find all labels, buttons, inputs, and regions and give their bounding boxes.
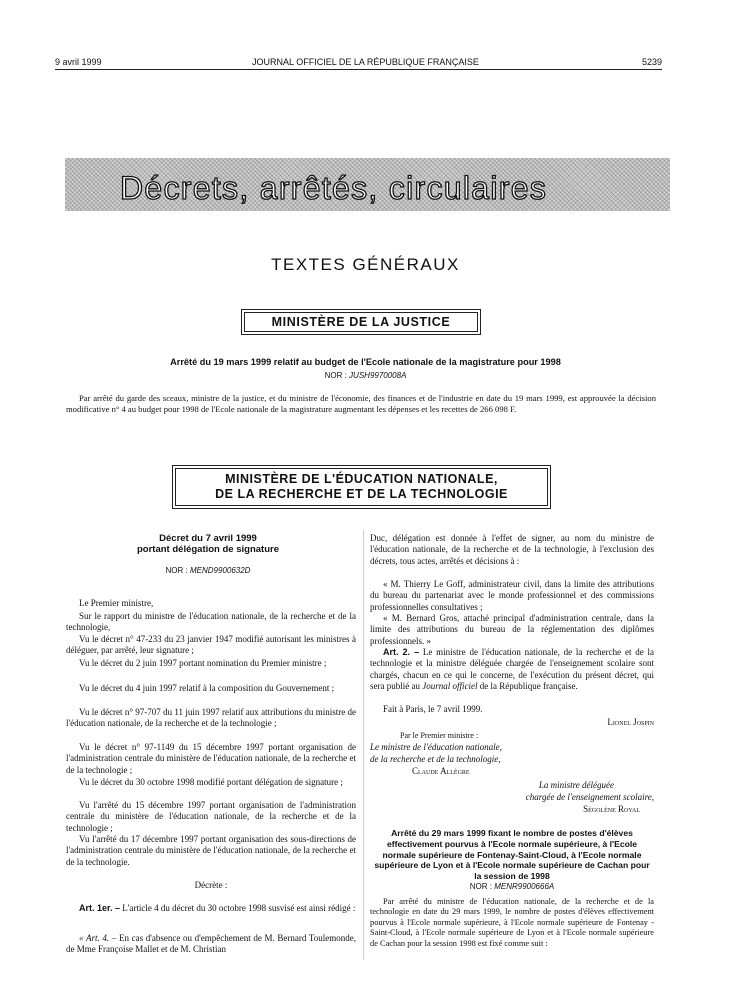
section-title: TEXTES GÉNÉRAUX	[271, 255, 460, 274]
minister-title-line2: de la recherche et de la technologie,	[370, 754, 501, 764]
deleguee-title-line2: chargée de l'enseignement scolaire,	[525, 792, 654, 802]
decree-paragraph: Vu le décret du 4 juin 1997 relatif à la composition du Gouvernement ;	[79, 683, 335, 693]
nor-reference	[370, 882, 654, 891]
decree-paragraph: Le Premier ministre,	[79, 598, 154, 608]
document-title: Arrêté du 19 mars 1999 relatif au budget de l'Ecole nationale de la magistrature pour 1998	[170, 357, 561, 367]
decree-title	[66, 533, 350, 555]
ministry-box-education	[172, 465, 551, 509]
fait-a-paris: Fait à Paris, le 7 avril 1999.	[383, 704, 483, 714]
article-text: En cas d'absence ou d'empêchement de M. Bernard Toulemonde, de Mme Françoise Mallet et de M. Christian	[66, 933, 357, 955]
nor-code: JUSH9970008A	[349, 371, 407, 380]
nor-label: NOR :	[165, 566, 188, 575]
article-text: Le ministre de l'éducation nationale, de la recherche et de la technologie et la ministre déléguée chargée de l'enseignement scolaire sont chargés, chacun en ce qui le concerne, de l'exécution du présent décret, qui sera publié au	[370, 647, 655, 692]
article-text: L'article 4 du décret du 30 octobre 1998 susvisé est ainsi rédigé :	[122, 903, 356, 913]
decree-paragraph: Vu l'arrêté du 17 décembre 1997 portant organisation des sous-directions de l'administration centrale du ministère de l'éducation nationale, de la recherche et de la technologie.	[66, 834, 356, 867]
signature-minister: Claude Allègre	[412, 766, 470, 776]
article-4-continued: Duc, délégation est donnée à l'effet de signer, au nom du ministre de l'éducation nationale, de la recherche et de la technologie, à l'exclusion des décrets, tous actes, arrêtés et décisions à :	[370, 533, 654, 566]
decree-paragraph: Vu le décret n° 97-1149 du 15 décembre 1997 portant organisation de l'administration centrale du ministère de l'éducation nationale, de la recherche et de la technologie ;	[66, 742, 356, 775]
decree-paragraph: Vu l'arrêté du 15 décembre 1997 portant organisation de l'administration centrale du ministère de l'éducation nationale, de la recherche et de la technologie ;	[66, 800, 356, 833]
header-journal: JOURNAL OFFICIEL DE LA RÉPUBLIQUE FRANÇAISE	[252, 57, 479, 67]
article-2	[370, 647, 654, 693]
decree-paragraph: Vu le décret n° 47-233 du 23 janvier 1947 modifié autorisant les ministres à déléguer, par arrêté, leur signature ;	[66, 634, 356, 656]
signature-prime-minister: Lionel Jospin	[607, 717, 654, 727]
nor-label: NOR :	[469, 882, 492, 891]
journal-officiel-ref: Journal officiel	[422, 681, 478, 692]
ministry-name: MINISTÈRE DE LA JUSTICE	[271, 315, 451, 329]
nor-reference	[66, 566, 350, 575]
article-4	[66, 933, 356, 956]
decree-paragraph: Vu le décret du 30 octobre 1998 modifié portant délégation de signature ;	[79, 777, 343, 787]
header-page-number: 5239	[641, 57, 662, 67]
decree-title-line1: Décret du 7 avril 1999	[159, 533, 257, 544]
decree-paragraph: Vu le décret du 2 juin 1997 portant nomination du Premier ministre ;	[79, 658, 327, 668]
column-divider	[363, 530, 364, 960]
ministry-name-line2: DE LA RECHERCHE ET DE LA TECHNOLOGIE	[215, 487, 508, 501]
arrete-title: Arrêté du 29 mars 1999 fixant le nombre de postes d'élèves effectivement pourvus à l'Ecole normale supérieure, à l'Ecole normale supérieure de Fontenay-Saint-Cloud, à l'Ecole normale supérieure de Lyon et à l'Ecole normale supérieure de Cachan pour la session de 1998	[374, 828, 650, 882]
header-date: 9 avril 1999	[55, 57, 102, 67]
ministry-box-justice	[241, 309, 481, 335]
article-1	[66, 903, 356, 914]
signature-deleguee: Ségolène Royal	[583, 804, 640, 814]
decree-paragraph: Sur le rapport du ministre de l'éducation nationale, de la recherche et de la technologie,	[66, 611, 356, 633]
nor-code: MEND9900632D	[189, 566, 251, 575]
ministry-name-line1: MINISTÈRE DE L'ÉDUCATION NATIONALE,	[225, 472, 498, 486]
article-label: « Art. 4. –	[79, 933, 117, 943]
article-label: Art. 1er. –	[79, 903, 121, 913]
decrete-heading: Décrète :	[194, 880, 228, 890]
justice-paragraph: Par arrêté du garde des sceaux, ministre de la justice, et du ministre de l'économie, des finances et de l'industrie en date du 19 mars 1999, est approuvée la décision modificative n° 4 au budget pour 1998 de l'Ecole nationale de la magistrature augmentant les dépenses et les recettes de 266 098 F.	[66, 393, 656, 414]
nor-label: NOR :	[324, 371, 347, 380]
article-label: Art. 2. –	[383, 647, 420, 657]
par-le-premier-ministre: Par le Premier ministre :	[400, 731, 479, 740]
header-rule	[55, 69, 662, 70]
delegation-quote: « M. Thierry Le Goff, administrateur civil, dans la limite des attributions du bureau du partenariat avec le monde professionnel et des commissions professionnelles consultatives ;	[370, 579, 654, 612]
article-text-end: de la République française.	[479, 681, 578, 692]
minister-title-line1: Le ministre de l'éducation nationale,	[370, 742, 502, 752]
nor-reference	[0, 371, 731, 380]
delegation-quote: « M. Bernard Gros, attaché principal d'administration centrale, dans la limite des attributions du bureau de la réglementation des diplômes professionnels. »	[370, 613, 654, 646]
nor-code: MENR9900666A	[494, 882, 555, 891]
banner-title: Décrets, arrêtés, circulaires	[120, 170, 548, 206]
decree-title-line2: portant délégation de signature	[137, 544, 279, 555]
deleguee-title-line1: La ministre déléguée	[538, 780, 614, 790]
decree-paragraph: Vu le décret n° 97-707 du 11 juin 1997 relatif aux attributions du ministre de l'éducation nationale, de la recherche et de la technologie ;	[66, 707, 356, 729]
arrete-paragraph: Par arrêté du ministre de l'éducation nationale, de la recherche et de la technologie en date du 29 mars 1999, le nombre de postes d'élèves effectivement pourvus à l'Ecole normale supérieure, à l'Ecole normale supérieure de Fontenay - Saint-Cloud, à l'Ecole normale supérieure de Lyon et à l'Ecole normale supérieure de Cachan pour la session 1998 est fixé comme suit :	[370, 897, 654, 948]
